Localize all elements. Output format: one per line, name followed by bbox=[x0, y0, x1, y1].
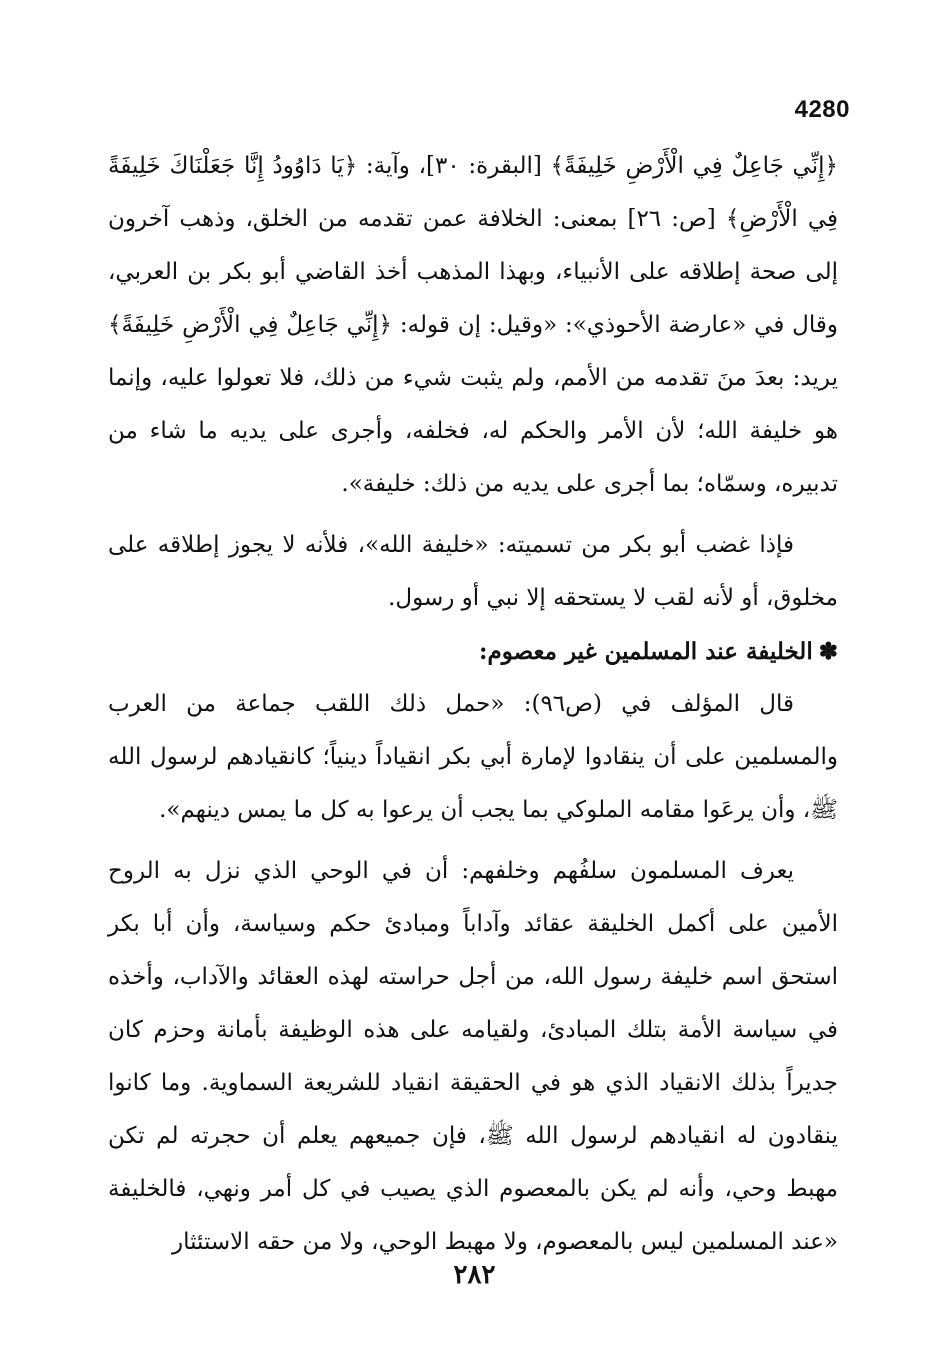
section-heading bbox=[108, 625, 838, 678]
page-body bbox=[108, 140, 838, 1269]
heading-bullet: ✽ bbox=[818, 638, 838, 665]
paragraph-2: فإذا غضب أبو بكر من تسميته: «خليفة الله»، فلأنه لا يجوز إطلاقه على مخلوق، أو لأنه لقب لا يستحقه إلا نبي أو رسول. bbox=[108, 532, 838, 611]
paragraph-4: يعرف المسلمون سلفُهم وخلفهم: أن في الوحي الذي نزل به الروح الأمين على أكمل الخليقة عقائد وآداباً ومبادئ حكم وسياسة، وأن أبا بكر استحق اسم خليفة رسول الله، من أجل حراسته لهذه العقائد والآداب، وأخذه في سياسة الأمة بتلك المبادئ، ولقيامه على هذه الوظيفة بأمانة وحزم كان جديراً بذلك الانقياد الذي هو في الحقيقة انقياد للشريعة السماوية. وما كانوا ينقادون له انقيادهم لرسول الله ﷺ، فإن جميعهم يعلم أن حجرته لم تكن مهبط وحي، وأنه لم يكن بالمعصوم الذي يصيب في كل أمر ونهي، فالخليفة «عند المسلمين ليس بالمعصوم، ولا مهبط الوحي، ولا من حقه الاستئثار bbox=[108, 858, 838, 1255]
paragraph-1: ﴿إِنِّي جَاعِلٌ فِي الْأَرْضِ خَلِيفَةً﴾ [البقرة: ٣٠]، وآية: ﴿يَا دَاوُودُ إِنَّا جَعَلْنَاكَ خَلِيفَةً فِي الْأَرْضِ﴾ [ص: ٢٦] بمعنى: الخلافة عمن تقدمه من الخلق، وذهب آخرون إلى صحة إطلاقه على الأنبياء، وبهذا المذهب أخذ القاضي أبو بكر بن العربي، وقال في «عارضة الأحوذي»: «وقيل: إن قوله: ﴿إِنِّي جَاعِلٌ فِي الْأَرْضِ خَلِيفَةً﴾ يريد: بعدَ منَ تقدمه من الأمم، ولم يثبت شيء من ذلك، فلا تعولوا عليه، وإنما هو خليفة الله؛ لأن الأمر والحكم له، فخلفه، وأجرى على يديه ما شاء من تدبيره، وسمّاه؛ بما أجرى على يديه من ذلك: خليفة». bbox=[108, 153, 838, 497]
paragraph-3: قال المؤلف في (ص٩٦): «حمل ذلك اللقب جماعة من العرب والمسلمين على أن ينقادوا لإمارة أبي بكر انقياداً دينياً؛ كانقيادهم لرسول الله ﷺ، وأن يرعَوا مقامه الملوكي بما يجب أن يرعوا به كل ما يمس دينهم». bbox=[108, 691, 838, 823]
page-number-bottom: ٢٨٢ bbox=[453, 1260, 496, 1290]
heading-text: الخليفة عند المسلمين غير معصوم: bbox=[478, 638, 813, 665]
page-number-top: 4280 bbox=[794, 96, 850, 123]
